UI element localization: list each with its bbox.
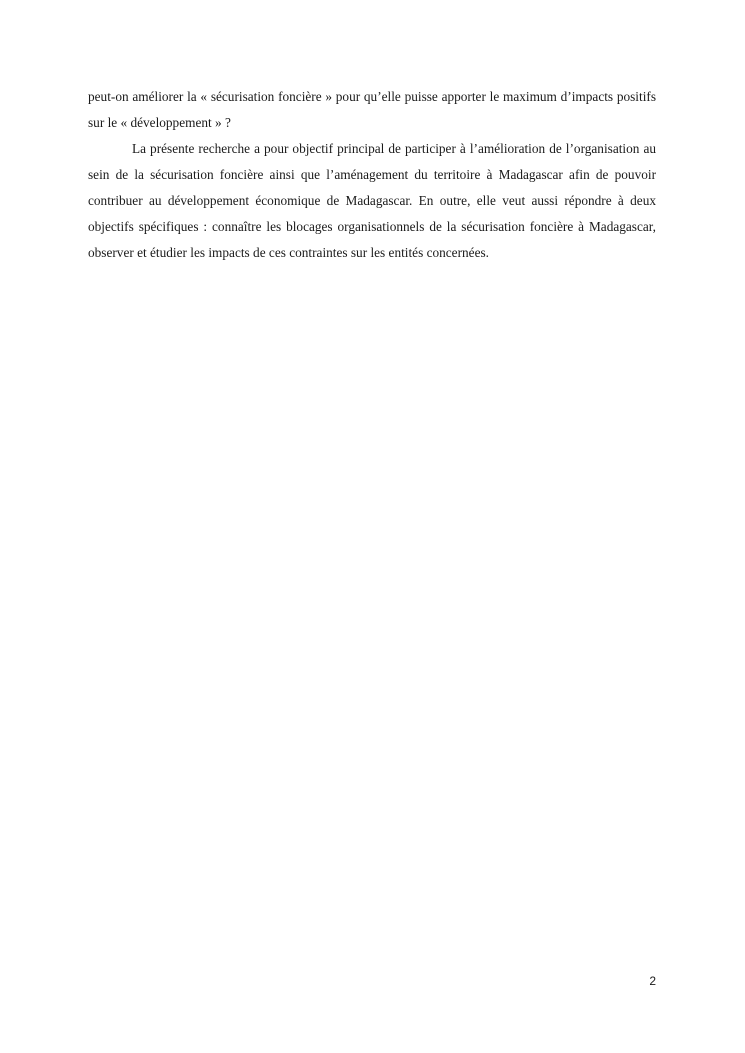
paragraph-research-objective: La présente recherche a pour objectif principal de participer à l’amélioration de l’organisation au sein de la sécurisation foncière ainsi que l’aménagement du territoire à Madagascar afin de pouvoir contribuer au développement économique de Madagascar. En outre, elle veut aussi répondre à deux objectifs spécifiques : connaître les blocages organisationnels de la sécurisation foncière à Madagascar, observer et étudier les impacts de ces contraintes sur les entités concernées. bbox=[88, 141, 656, 260]
body-text bbox=[88, 84, 656, 266]
paragraph-continuation: peut-on améliorer la « sécurisation foncière » pour qu’elle puisse apporter le maximum d’impacts positifs sur le « développement » ? bbox=[88, 89, 656, 130]
page-number: 2 bbox=[649, 974, 656, 988]
